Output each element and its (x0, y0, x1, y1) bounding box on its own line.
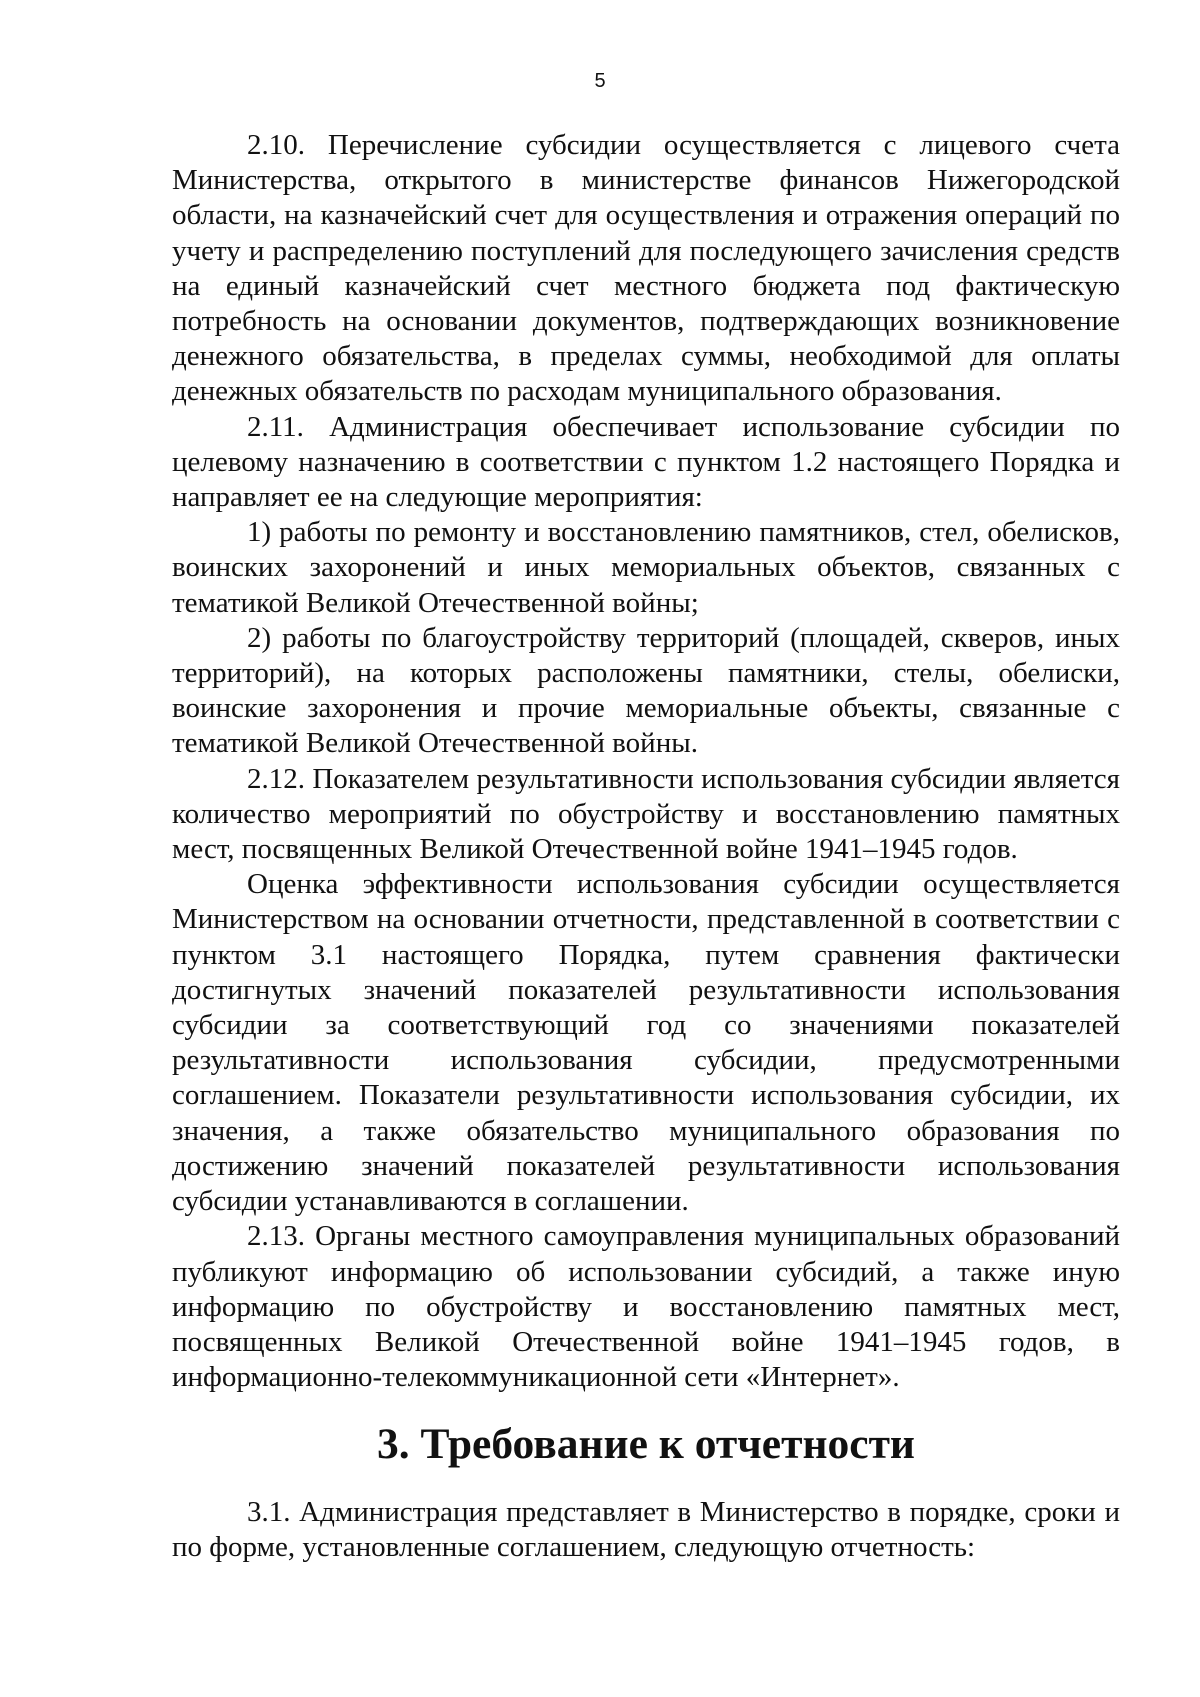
list-item-2: 2) работы по благоустройству территорий (площадей, скверов, иных территорий), на которых расположены памятники, стелы, обелиски, воинские захоронения и прочие мемориальные объекты, связанные с тематикой Великой Отечественной войны. (172, 621, 1120, 760)
page-number: 5 (594, 70, 606, 92)
document-body (172, 128, 1120, 1565)
paragraph-3-1: 3.1. Администрация представляет в Министерство в порядке, сроки и по форме, установленные соглашением, следующую отчетность: (172, 1495, 1120, 1563)
paragraph-2-10: 2.10. Перечисление субсидии осуществляется с лицевого счета Министерства, открытого в министерстве финансов Нижегородской области, на казначейский счет для осуществления и отражения операций по учету и распределению поступлений для последующего зачисления средств на единый казначейский счет местного бюджета под фактическую потребность на основании документов, подтверждающих возникновение денежного обязательства, в пределах суммы, необходимой для оплаты денежных обязательств по расходам муниципального образования. (172, 129, 1120, 408)
paragraph-2-12: 2.12. Показателем результативности использования субсидии является количество мероприятий по обустройству и восстановлению памятных мест, посвященных Великой Отечественной войне 1941–1945 годов. (172, 762, 1120, 866)
section-heading: 3. Требование к отчетности (377, 1420, 915, 1469)
paragraph-2-11: 2.11. Администрация обеспечивает использование субсидии по целевому назначению в соответствии с пунктом 1.2 настоящего Порядка и направляет ее на следующие мероприятия: (172, 410, 1120, 514)
list-item-1: 1) работы по ремонту и восстановлению памятников, стел, обелисков, воинских захоронений и иных мемориальных объектов, связанных с тематикой Великой Отечественной войны; (172, 516, 1120, 619)
paragraph-2-13: 2.13. Органы местного самоуправления муниципальных образований публикуют информацию об использовании субсидий, а также иную информацию по обустройству и восстановлению памятных мест, посвященных Великой Отечественной войне 1941–1945 годов, в информационно-телекоммуникационной сети «Интернет». (172, 1220, 1120, 1394)
paragraph-evaluation: Оценка эффективности использования субсидии осуществляется Министерством на основании отчетности, представленной в соответствии с пунктом 3.1 настоящего Порядка, путем сравнения фактически достигнутых значений показателей результативности использования субсидии за соответствующий год со значениями показателей результативности использования субсидии, предусмотренными соглашением. Показатели результативности использования субсидии, их значения, а также обязательство муниципального образования по достижению значений показателей результативности использования субсидии устанавливаются в соглашении. (172, 868, 1120, 1218)
